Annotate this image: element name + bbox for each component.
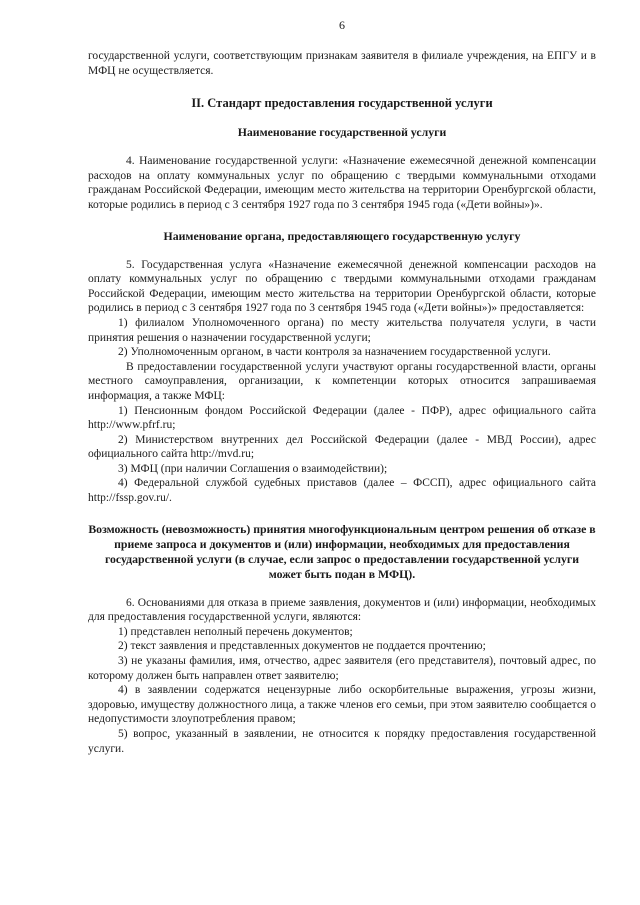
paragraph-5b-item: 3) МФЦ (при наличии Соглашения о взаимодействии); [118,462,388,475]
paragraph-5b: В предоставлении государственной услуги участвуют органы государственной власти, органы местного самоуправления, организации, к компетенции которых относится запрашиваемая информация, а также МФЦ: [88,360,596,402]
paragraph-5: 5. Государственная услуга «Назначение ежемесячной денежной компенсации расходов на оплату коммунальных услуг по обращению с твердыми коммунальными отходами гражданам Российской Федерации, имеющим место жительства на территории Оренбургской области, которые родились в период с 3 сентября 1927 года по 3 сентября 1945 года («Дети войны»)» предоставляется: [88,258,596,315]
intro-paragraph: государственной услуги, соответствующим признакам заявителя в филиале учреждения, на ЕПГУ и в МФЦ не осуществляется. [88,50,596,77]
paragraph-6-item: 5) вопрос, указанный в заявлении, не относится к порядку предоставления государственной услуги. [88,728,596,755]
paragraph-5b-item: 1) Пенсионным фондом Российской Федерации (далее - ПФР), адрес официального сайта http://www.pfrf.ru; [88,404,596,432]
paragraph-6-item: 4) в заявлении содержатся нецензурные либо оскорбительные выражения, угрозы жизни, здоровью, имуществу должностного лица, а также членов его семьи, при этом заявителю сообщается о недопустимости злоупотребления правом; [88,684,596,726]
subsection-title-service-name: Наименование государственной услуги [237,125,447,140]
paragraph-6-item: 1) представлен неполный перечень документов; [118,625,353,638]
paragraph-6-item: 2) текст заявления и представленных документов не поддается прочтению; [118,640,486,653]
section-title: II. Стандарт предоставления государственной услуги [191,96,493,111]
paragraph-4: 4. Наименование государственной услуги: «Назначение ежемесячной денежной компенсации расходов на оплату коммунальных услуг по обращению с твердыми коммунальными отходами гражданам Российской Федерации, имеющим место жительства на территории Оренбургской области, которые родились в период с 3 сентября 1927 года по 3 сентября 1945 года («Дети войны»)». [88,155,596,211]
paragraph-5b-item: 2) Министерством внутренних дел Российской Федерации (далее - МВД России), адрес официального сайта http://mvd.ru; [88,433,596,461]
subsection-title-refusal: Возможность (невозможность) принятия многофункциональным центром решения об отказе в приеме запроса и документов и (или) информации, необходимых для предоставления государственной услуги (в случае, если запрос о предоставлении государственной услуги может быть подан в МФЦ). [88,521,596,581]
paragraph-5b-item: 4) Федеральной службой судебных приставов (далее – ФССП), адрес официального сайта http://fssp.gov.ru/. [88,477,596,505]
subsection-title-authority: Наименование органа, предоставляющего государственную услугу [163,228,521,243]
page-number: 6 [339,18,345,32]
paragraph-6: 6. Основаниями для отказа в приеме заявления, документов и (или) информации, необходимых для предоставления государственной услуги, являются: [88,596,596,624]
paragraph-6-item: 3) не указаны фамилия, имя, отчество, адрес заявителя (его представителя), почтовый адрес, по которому должен быть направлен ответ заявителю; [88,655,596,682]
paragraph-5-item: 2) Уполномоченным органом, в части контроля за назначением государственной услуги. [118,346,551,359]
paragraph-5-item: 1) филиалом Уполномоченного органа) по месту жительства получателя услуги, в части принятия решения о назначении государственной услуги; [88,316,596,344]
